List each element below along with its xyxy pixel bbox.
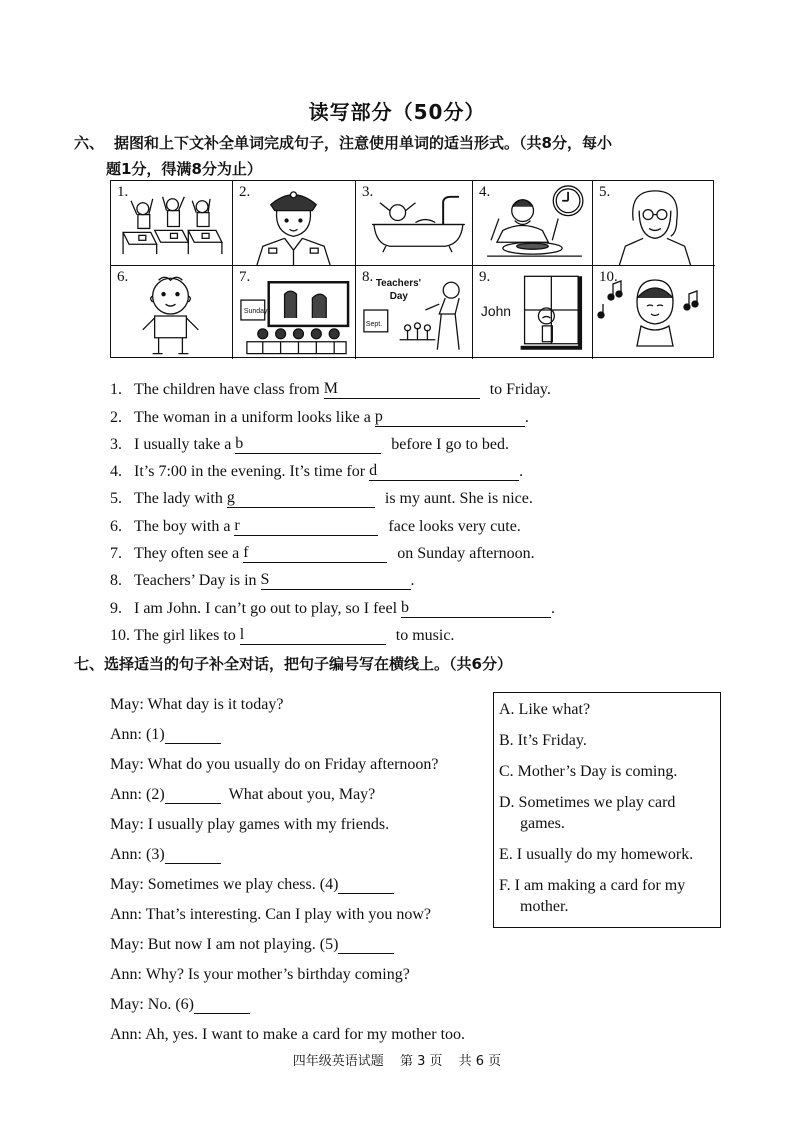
answer-blank-2[interactable] bbox=[165, 787, 221, 804]
picture-number: 6. bbox=[117, 269, 129, 285]
dialogue-line-12 bbox=[110, 1014, 500, 1044]
footer-exam-name: 四年级英语试题 bbox=[292, 1054, 384, 1069]
day-label: Day bbox=[389, 291, 408, 303]
bored-john-illustration bbox=[473, 266, 592, 359]
item-text-before: The children have class from bbox=[134, 381, 320, 399]
answer-blank[interactable]: r bbox=[234, 517, 378, 536]
picture-cell-4 bbox=[473, 181, 593, 266]
option-d bbox=[499, 792, 720, 834]
item-number: 3. bbox=[110, 435, 122, 453]
option-text: B. It’s Friday. bbox=[499, 732, 587, 749]
answer-blank-1[interactable] bbox=[165, 727, 221, 744]
picture-number: 9. bbox=[479, 269, 491, 285]
dialogue-text: Ann: Why? Is your mother’s birthday coming? bbox=[110, 966, 410, 983]
item-text-before: I am John. I can’t go out to play, so I feel bbox=[134, 599, 398, 617]
dialogue-text: Ann: (2) bbox=[110, 786, 165, 803]
dialogue-text: May: No. (6) bbox=[110, 996, 194, 1013]
picture-grid bbox=[110, 180, 714, 358]
dialogue-line-2 bbox=[110, 714, 500, 744]
answer-blank[interactable]: M bbox=[324, 380, 480, 399]
answer-blank[interactable]: f bbox=[243, 544, 387, 563]
picture-cell-8 bbox=[356, 266, 473, 359]
dialogue-text: May: I usually play games with my friends. bbox=[110, 816, 390, 833]
dialogue-text: Ann: (1) bbox=[110, 726, 165, 743]
item-number: 7. bbox=[110, 545, 122, 563]
bath-illustration bbox=[356, 181, 472, 265]
picture-number: 7. bbox=[239, 269, 251, 285]
option-text: C. Mother’s Day is coming. bbox=[499, 763, 678, 780]
option-b bbox=[499, 730, 720, 751]
answer-blank-5[interactable] bbox=[338, 937, 394, 954]
dialogue-line-11 bbox=[110, 984, 500, 1014]
dialogue-text: May: What day is it today? bbox=[110, 696, 284, 713]
picture-cell-7 bbox=[233, 266, 356, 359]
dinner-clock-illustration bbox=[473, 181, 592, 265]
john-label: John bbox=[480, 302, 512, 319]
calendar-sunday-label: Sunday bbox=[243, 307, 268, 315]
item-number: 9. bbox=[110, 599, 122, 617]
answer-blank[interactable]: b bbox=[235, 435, 381, 454]
answer-blank[interactable]: b bbox=[401, 599, 551, 618]
fill-item-5 bbox=[110, 481, 730, 508]
item-number: 1. bbox=[110, 381, 122, 399]
item-text-before: The woman in a uniform looks like a bbox=[134, 408, 371, 426]
teachers-label: Teachers' bbox=[375, 278, 421, 290]
dialogue bbox=[110, 684, 500, 1044]
item-number: 5. bbox=[110, 490, 122, 508]
teachers-day-illustration bbox=[356, 266, 472, 359]
option-f bbox=[499, 875, 720, 917]
item-text-after: . bbox=[551, 599, 556, 617]
item-text-after: . bbox=[524, 408, 529, 426]
fill-item-1 bbox=[110, 372, 730, 399]
dialogue-text: Ann: Ah, yes. I want to make a card for my mother too. bbox=[110, 1026, 466, 1043]
fill-item-6 bbox=[110, 508, 730, 535]
dialogue-text: May: What do you usually do on Friday afternoon? bbox=[110, 756, 439, 773]
item-number: 8. bbox=[110, 572, 122, 590]
fill-item-3 bbox=[110, 427, 730, 454]
picture-cell-2 bbox=[233, 181, 356, 266]
dialogue-line-10 bbox=[110, 954, 500, 984]
option-a bbox=[499, 699, 720, 720]
item-text-before: The boy with a bbox=[134, 517, 231, 535]
answer-blank[interactable]: S bbox=[261, 571, 411, 590]
picture-cell-9 bbox=[473, 266, 593, 359]
dialogue-line-4 bbox=[110, 774, 500, 804]
fill-item-9 bbox=[110, 590, 730, 617]
item-number: 4. bbox=[110, 463, 122, 481]
picture-number: 4. bbox=[479, 184, 491, 200]
dialogue-line-6 bbox=[110, 834, 500, 864]
picture-number: 3. bbox=[362, 184, 374, 200]
dialogue-line-5 bbox=[110, 804, 500, 834]
option-text: A. Like what? bbox=[499, 701, 591, 718]
dialogue-text: May: But now I am not playing. (5) bbox=[110, 936, 339, 953]
picture-cell-10 bbox=[593, 266, 715, 359]
dialogue-line-1 bbox=[110, 684, 500, 714]
section-7-number: 七、 bbox=[74, 655, 105, 673]
dialogue-line-9 bbox=[110, 924, 500, 954]
option-text: E. I usually do my homework. bbox=[499, 846, 694, 863]
dialogue-text: Ann: (3) bbox=[110, 846, 165, 863]
page-footer bbox=[0, 1050, 794, 1069]
section-7-instruction-text: 选择适当的句子补全对话，把句子编号写在横线上。（共6分） bbox=[104, 655, 512, 673]
item-text-before: It’s 7:00 in the evening. It’s time for bbox=[134, 463, 366, 481]
answer-blank[interactable]: g bbox=[227, 489, 375, 508]
dialogue-line-7 bbox=[110, 864, 500, 894]
section-6-instruction-line-1: 据图和上下文补全单词完成句子，注意使用单词的适当形式。（共8分，每小 bbox=[114, 134, 612, 152]
item-text-after: is my aunt. She is nice. bbox=[384, 490, 533, 508]
lady-with-glasses-illustration bbox=[593, 181, 715, 265]
dialogue-line-3 bbox=[110, 744, 500, 774]
item-number: 2. bbox=[110, 408, 122, 426]
item-number: 6. bbox=[110, 517, 122, 535]
item-text-before: The girl likes to bbox=[134, 626, 236, 644]
section-6-number: 六、 bbox=[74, 134, 105, 152]
option-text-continued: games. bbox=[520, 815, 565, 832]
fill-in-items bbox=[110, 372, 730, 645]
item-number: 10. bbox=[110, 626, 130, 644]
item-text-before: I usually take a bbox=[134, 435, 232, 453]
classroom-children-illustration bbox=[111, 181, 232, 265]
footer-page-number: 第 3 页 bbox=[399, 1054, 443, 1069]
option-text-continued: mother. bbox=[520, 898, 569, 915]
picture-cell-6 bbox=[111, 266, 233, 359]
picture-cell-3 bbox=[356, 181, 473, 266]
picture-cell-1 bbox=[111, 181, 233, 266]
section-6-instruction bbox=[74, 130, 734, 182]
item-text-before: Teachers’ Day is in bbox=[134, 572, 257, 590]
dialogue-line-8 bbox=[110, 894, 500, 924]
answer-blank-3[interactable] bbox=[165, 847, 221, 864]
answer-blank[interactable]: l bbox=[240, 626, 386, 645]
police-woman-illustration bbox=[233, 181, 355, 265]
fill-item-7 bbox=[110, 536, 730, 563]
dialogue-text-after: What about you, May? bbox=[228, 786, 376, 803]
options-box bbox=[493, 692, 721, 928]
option-text: F. I am making a card for my bbox=[499, 877, 686, 894]
item-text-after: . bbox=[410, 572, 415, 590]
option-c bbox=[499, 761, 720, 782]
round-face-boy-illustration bbox=[111, 266, 232, 359]
section-7-instruction bbox=[74, 651, 734, 677]
picture-number: 2. bbox=[239, 184, 251, 200]
cinema-illustration bbox=[233, 266, 355, 359]
item-text-before: They often see a bbox=[134, 545, 240, 563]
option-text: D. Sometimes we play card bbox=[499, 794, 676, 811]
sept-label: Sept. bbox=[365, 320, 383, 328]
dialogue-text: Ann: That’s interesting. Can I play with you now? bbox=[110, 906, 431, 923]
answer-blank[interactable]: p bbox=[375, 408, 525, 427]
picture-number: 5. bbox=[599, 184, 611, 200]
picture-number: 10. bbox=[599, 269, 618, 285]
item-text-after: on Sunday afternoon. bbox=[397, 545, 535, 563]
item-text-after: . bbox=[519, 463, 524, 481]
fill-item-4 bbox=[110, 454, 730, 481]
fill-item-8 bbox=[110, 563, 730, 590]
answer-blank-4[interactable] bbox=[338, 877, 394, 894]
item-text-after: to Friday. bbox=[489, 381, 551, 399]
picture-number: 8. bbox=[362, 269, 374, 285]
dialogue-text: May: Sometimes we play chess. (4) bbox=[110, 876, 339, 893]
fill-item-2 bbox=[110, 399, 730, 426]
picture-cell-5 bbox=[593, 181, 715, 266]
option-e bbox=[499, 844, 720, 865]
picture-number: 1. bbox=[117, 184, 129, 200]
item-text-after: to music. bbox=[395, 626, 455, 644]
footer-total-pages: 共 6 页 bbox=[458, 1054, 502, 1069]
answer-blank-6[interactable] bbox=[194, 997, 250, 1014]
item-text-after: face looks very cute. bbox=[388, 517, 521, 535]
section-6-instruction-line-2: 题1分，得满8分为止） bbox=[106, 160, 262, 178]
fill-item-10 bbox=[110, 618, 730, 645]
answer-blank[interactable]: d bbox=[369, 462, 519, 481]
item-text-after: before I go to bed. bbox=[391, 435, 510, 453]
item-text-before: The lady with bbox=[134, 490, 223, 508]
section-title: 读写部分（50分） bbox=[308, 100, 486, 124]
